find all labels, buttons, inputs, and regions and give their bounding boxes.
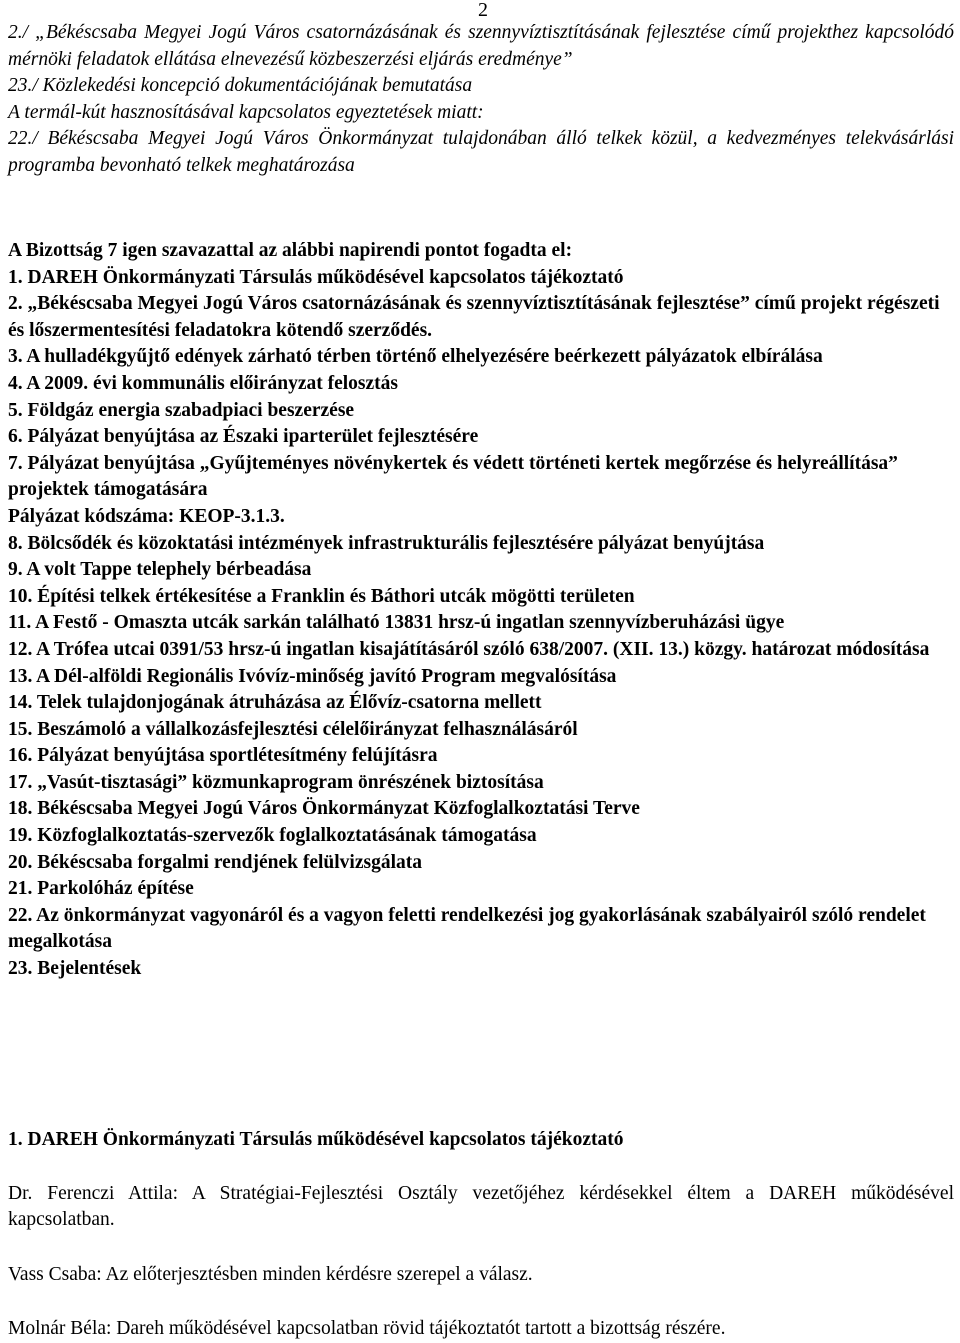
previous-item: 23./ Közlekedési koncepció dokumentációjának bemutatása [8,75,473,96]
agenda-item: 2. „Békéscsaba Megyei Jogú Város csatornázásának és szennyvíztisztításának fejlesztése” című projekt régészeti és lőszermentesítési feladatokra kötendő szerződés. [8,293,940,341]
agenda-item: 17. „Vasút-tisztasági” közmunkaprogram önrészének biztosítása [8,771,544,793]
agenda-item: 15. Beszámoló a vállalkozásfejlesztési célelőirányzat felhasználásáról [8,718,578,740]
agenda-item: 21. Parkolóház építése [8,878,194,900]
agenda-item: 1. DAREH Önkormányzati Társulás működésével kapcsolatos tájékoztató [8,266,624,288]
page-number: 2 [478,0,488,21]
section-heading: 1. DAREH Önkormányzati Társulás működésével kapcsolatos tájékoztató [8,1129,624,1150]
agenda-item: Pályázat kódszáma: KEOP-3.1.3. [8,505,285,527]
agenda-item: 6. Pályázat benyújtása az Északi iparterület fejlesztésére [8,426,479,448]
agenda-item: 16. Pályázat benyújtása sportlétesítmény felújításra [8,745,438,767]
minutes-paragraph: Dr. Ferenczi Attila: A Stratégiai-Fejlesztési Osztály vezetőjéhez kérdésekkel éltem a DAREH működésével kapcsolatban. [8,1183,954,1230]
agenda-intro: A Bizottság 7 igen szavazattal az alábbi napirendi pontot fogadta el: [8,240,573,261]
minutes-paragraph: Vass Csaba: Az előterjesztésben minden kérdésre szerepel a válasz. [8,1264,533,1285]
agenda-item: 11. A Festő - Omaszta utcák sarkán található 13831 hrsz-ú ingatlan szennyvízberuházási ügye [8,612,785,634]
agenda-item: 19. Közfoglalkoztatás-szervezők foglalkoztatásának támogatása [8,825,537,847]
agenda-item: 12. A Trófea utcai 0391/53 hrsz-ú ingatlan kisajátításáról szóló 638/2007. (XII. 13.) közgy. határozat módosítása [8,638,930,660]
agenda-item: 8. Bölcsődék és közoktatási intézmények infrastrukturális fejlesztésére pályázat benyújtása [8,532,765,554]
agenda-item: 14. Telek tulajdonjogának átruházása az Élővíz-csatorna mellett [8,692,542,714]
previous-item: 22./ Békéscsaba Megyei Jogú Város Önkormányzat tulajdonában álló telkek közül, a kedvezményes telekvásárlási programba bevonható telkek meghatározása [8,128,954,176]
agenda-item: 9. A volt Tappe telephely bérbeadása [8,559,312,581]
agenda-item: 5. Földgáz energia szabadpiaci beszerzése [8,399,355,421]
previous-item: A termál-kút hasznosításával kapcsolatos egyeztetések miatt: [8,101,484,123]
agenda-item: 4. A 2009. évi kommunális előirányzat felosztás [8,372,398,394]
agenda-item: 23. Bejelentések [8,958,142,980]
agenda-list [8,238,954,983]
agenda-item: 10. Építési telkek értékesítése a Franklin és Báthori utcák mögötti területen [8,585,635,607]
agenda-item: 22. Az önkormányzat vagyonáról és a vagyon feletti rendelkezési jog gyakorlásának szabályairól szóló rendelet megalkotása [8,904,926,953]
minutes-paragraph: Molnár Béla: Dareh működésével kapcsolatban rövid tájékoztatót tartott a bizottság részére. [8,1318,726,1339]
previous-agenda-items [8,20,954,179]
agenda-item: 20. Békéscsaba forgalmi rendjének felülvizsgálata [8,851,422,873]
agenda-item: 3. A hulladékgyűjtő edények zárható térben történő elhelyezésére beérkezett pályázatok elbírálása [8,346,823,368]
agenda-item: 13. A Dél-alföldi Regionális Ivóvíz-minőség javító Program megvalósítása [8,665,617,687]
agenda-item: 18. Békéscsaba Megyei Jogú Város Önkormányzat Közfoglalkoztatási Terve [8,798,640,820]
agenda-item: 7. Pályázat benyújtása „Gyűjteményes növénykertek és védett történeti kertek megőrzése és helyreállítása” projektek támogatására [8,452,898,501]
previous-item: 2./ „Békéscsaba Megyei Jogú Város csatornázásának és szennyvíztisztításának fejlesztése című projekthez kapcsolódó mérnöki feladatok ellátása elnevezésű közbeszerzési eljárás eredménye” [8,22,954,70]
